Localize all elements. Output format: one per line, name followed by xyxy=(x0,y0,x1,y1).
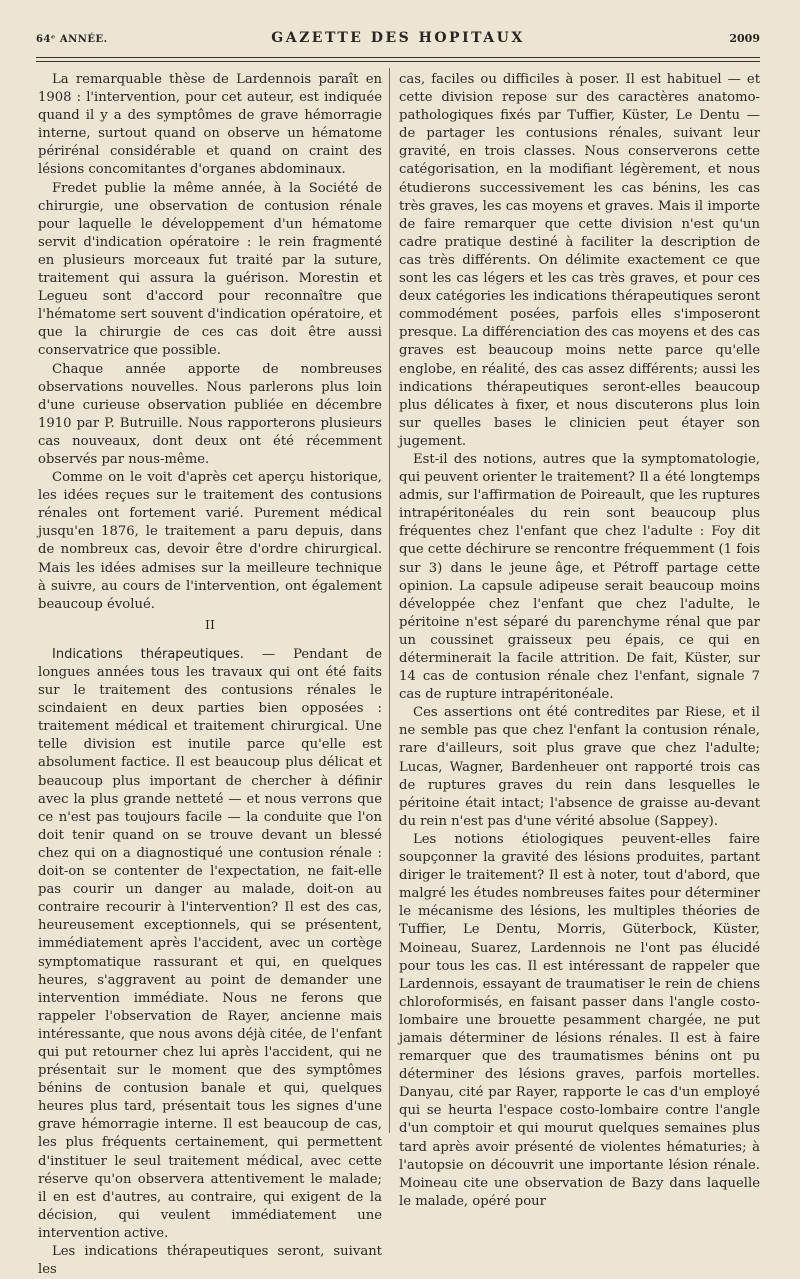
header-rule-bottom xyxy=(36,61,760,62)
page-header xyxy=(36,30,760,52)
paragraph: cas, faciles ou difficiles à poser. Il est habituel — et cette division repose sur des caractères anatomo-pathologiques fixés par Tuffier, Küster, Le Dentu — de partager les contusions rénales, suivant leur gravité, en trois classes. Nous conserverons cette catégorisation, en la modifiant légèrement, et nous étudierons successivement les cas bénins, les cas très graves, les cas moyens et graves. Mais il importe de faire remarquer que cette division n'est qu'un cadre pratique destiné à faciliter la description de cas très différents. On délimite exactement ce que sont les cas légers et les cas très graves, et pour ces deux catégories les indications thérapeutiques seront commodément posées, parfois elles s'imposeront presque. La différenciation des cas moyens et des cas graves est beaucoup moins nette parce qu'elle englobe, en réalité, des cas assez différents; aussi les indications thérapeutiques seront-elles beaucoup plus délicates à fixer, et nous discuterons plus loin sur quelles bases le clinicien peut étayer son jugement. xyxy=(399,72,760,449)
paragraph: Comme on le voit d'après cet aperçu historique, les idées reçues sur le traitement des contusions rénales ont fortement varié. Purement médical jusqu'en 1876, le traitement a paru depuis, dans de nombreux cas, devoir être d'ordre chirurgical. Mais les idées admises sur la meilleure technique à suivre, au cours de l'intervention, ont également beaucoup évolué. xyxy=(38,470,382,612)
column-separator xyxy=(389,68,390,1133)
right-column xyxy=(399,71,760,1211)
paragraph: Est-il des notions, autres que la symptomatologie, qui peuvent orienter le traitement? Il a été longtemps admis, sur l'affirmation de Poireault, que les ruptures intrapéritonéales du rein sont beaucoup plus fréquentes chez l'enfant que chez l'adulte : Foy dit que cette déchirure se rencontre fréquemment (1 fois sur 3) dans le jeune âge, et Pétroff partage cette opinion. La capsule adipeuse serait beaucoup moins développée chez l'enfant que chez l'adulte, le péritoine n'est séparé du parenchyme rénal que par un coussinet graisseux peu épais, ce qui en déterminerait la facile attrition. De fait, Küster, sur 14 cas de contusion rénale chez l'enfant, signale 7 cas de rupture intrapéritonéale. xyxy=(399,451,761,703)
section-heading: Indications thérapeutiques. xyxy=(52,646,244,662)
paragraph-text: — Pendant de longues années tous les travaux qui ont été faits sur le traitement des contusions rénales le scindaient en deux parties bien opposées : traitement médical et traitement chirurgical. Une telle division est inutile parce qu'elle est absolument factice. Il est beaucoup plus délicat et beaucoup plus important de chercher à définir avec la plus grande netteté — et nous verrons que ce n'est pas toujours facile — la conduite que l'on doit tenir quand on se trouve devant un blessé chez qui on a diagnostiqué une contusion rénale : doit-on se contenter de l'expectation, ne fait-elle pas courir un danger au malade, doit-on au contraire recourir à l'intervention? Il est des cas, heureusement exceptionnels, qui se présentent, immédiatement après l'accident, avec un cortège symptomatique rassurant et qui, en quelques heures, s'aggravent au point de demander une intervention immédiate. Nous ne ferons que rappeler l'observation de Rayer, ancienne mais intéressante, que nous avons déjà citée, de l'enfant qui put retourner chez lui après l'accident, qui ne présentait sur le moment que des symptômes bénins de contusion banale et qui, quelques heures plus tard, présentait tous les signes d'une grave hémorragie interne. Il est beaucoup de cas, les plus fréquents certainement, qui permettent d'instituer le seul traitement médical, avec cette réserve qu'on observera attentivement le malade; il en est d'autres, au contraire, qui exigent de la décision, qui veulent immédiatement une intervention active. xyxy=(38,646,382,1241)
paragraph: Fredet publie la même année, à la Société de chirurgie, une observation de contusion rénale pour laquelle le développement d'un hématome servit d'indication opératoire : le rein fragmenté en plusieurs morceaux fut traité par la suture, traitement qui assura la guérison. Morestin et Legueu sont d'accord pour reconnaître que l'hématome sert souvent d'indication opératoire, et que la chirurgie de ces cas doit être aussi conservatrice que possible. xyxy=(38,180,382,359)
paragraph: La remarquable thèse de Lardennois paraît en 1908 : l'intervention, pour cet auteur, est indiquée quand il y a des symptômes de grave hémorragie interne, surtout quand on observe un hématome périrénal considérable et quand on craint des lésions concomitantes d'organes abdominaux. xyxy=(38,72,382,178)
volume-year: 64ᵉ ANNÉE. xyxy=(36,34,108,45)
paragraph: Ces assertions ont été contredites par Riese, et il ne semble pas que chez l'enfant la contusion rénale, rare d'ailleurs, soit plus grave que chez l'adulte; Lucas, Wagner, Bardenheuer ont rapporté trois cas de ruptures graves du rein dans lesquelles le péritoine était intact; l'absence de graisse au-devant du rein n'est pas d'une vérité absolue (Sappey). xyxy=(399,705,760,829)
header-rule-top xyxy=(36,57,760,58)
paragraph: Chaque année apporte de nombreuses observations nouvelles. Nous parlerons plus loin d'une curieuse observation publiée en décembre 1910 par P. Butruille. Nous rapporterons plusieurs cas nouveaux, dont deux ont été récemment observés par nous-même. xyxy=(38,361,382,467)
page-number: 2009 xyxy=(729,32,760,45)
paragraph: Les indications thérapeutiques seront, suivant les xyxy=(38,1244,382,1278)
paragraph xyxy=(38,646,382,1243)
left-column xyxy=(38,71,382,1279)
journal-title: GAZETTE DES HOPITAUX xyxy=(271,30,525,46)
paragraph: Les notions étiologiques peuvent-elles faire soupçonner la gravité des lésions produites, partant diriger le traitement? Il est à noter, tout d'abord, que malgré les études nombreuses faites pour déterminer le mécanisme des lésions, les multiples théories de Tuffier, Le Dentu, Morris, Güterbock, Küster, Moineau, Suarez, Lardennois ne l'ont pas élucidé pour tous les cas. Il est intéressant de rappeler que Lardennois, essayant de traumatiser le rein de chiens chloroformisés, en faisant passer dans l'angle costo-lombaire une brouette pesamment chargée, ne put jamais déterminer de lésions rénales. Il est à faire remarquer que des traumatismes bénins ont pu déterminer des lésions graves, parfois mortelles. Danyau, cité par Rayer, rapporte le cas d'un employé qui se heurta l'espace costo-lombaire contre l'angle d'un comptoir et qui mourut quelques semaines plus tard après avoir présenté de violentes hématuries; à l'autopsie on découvrit une importante lésion rénale. Moineau cite une observation de Bazy dans laquelle le malade, opéré pour xyxy=(399,831,760,1209)
section-number: II xyxy=(205,616,215,632)
